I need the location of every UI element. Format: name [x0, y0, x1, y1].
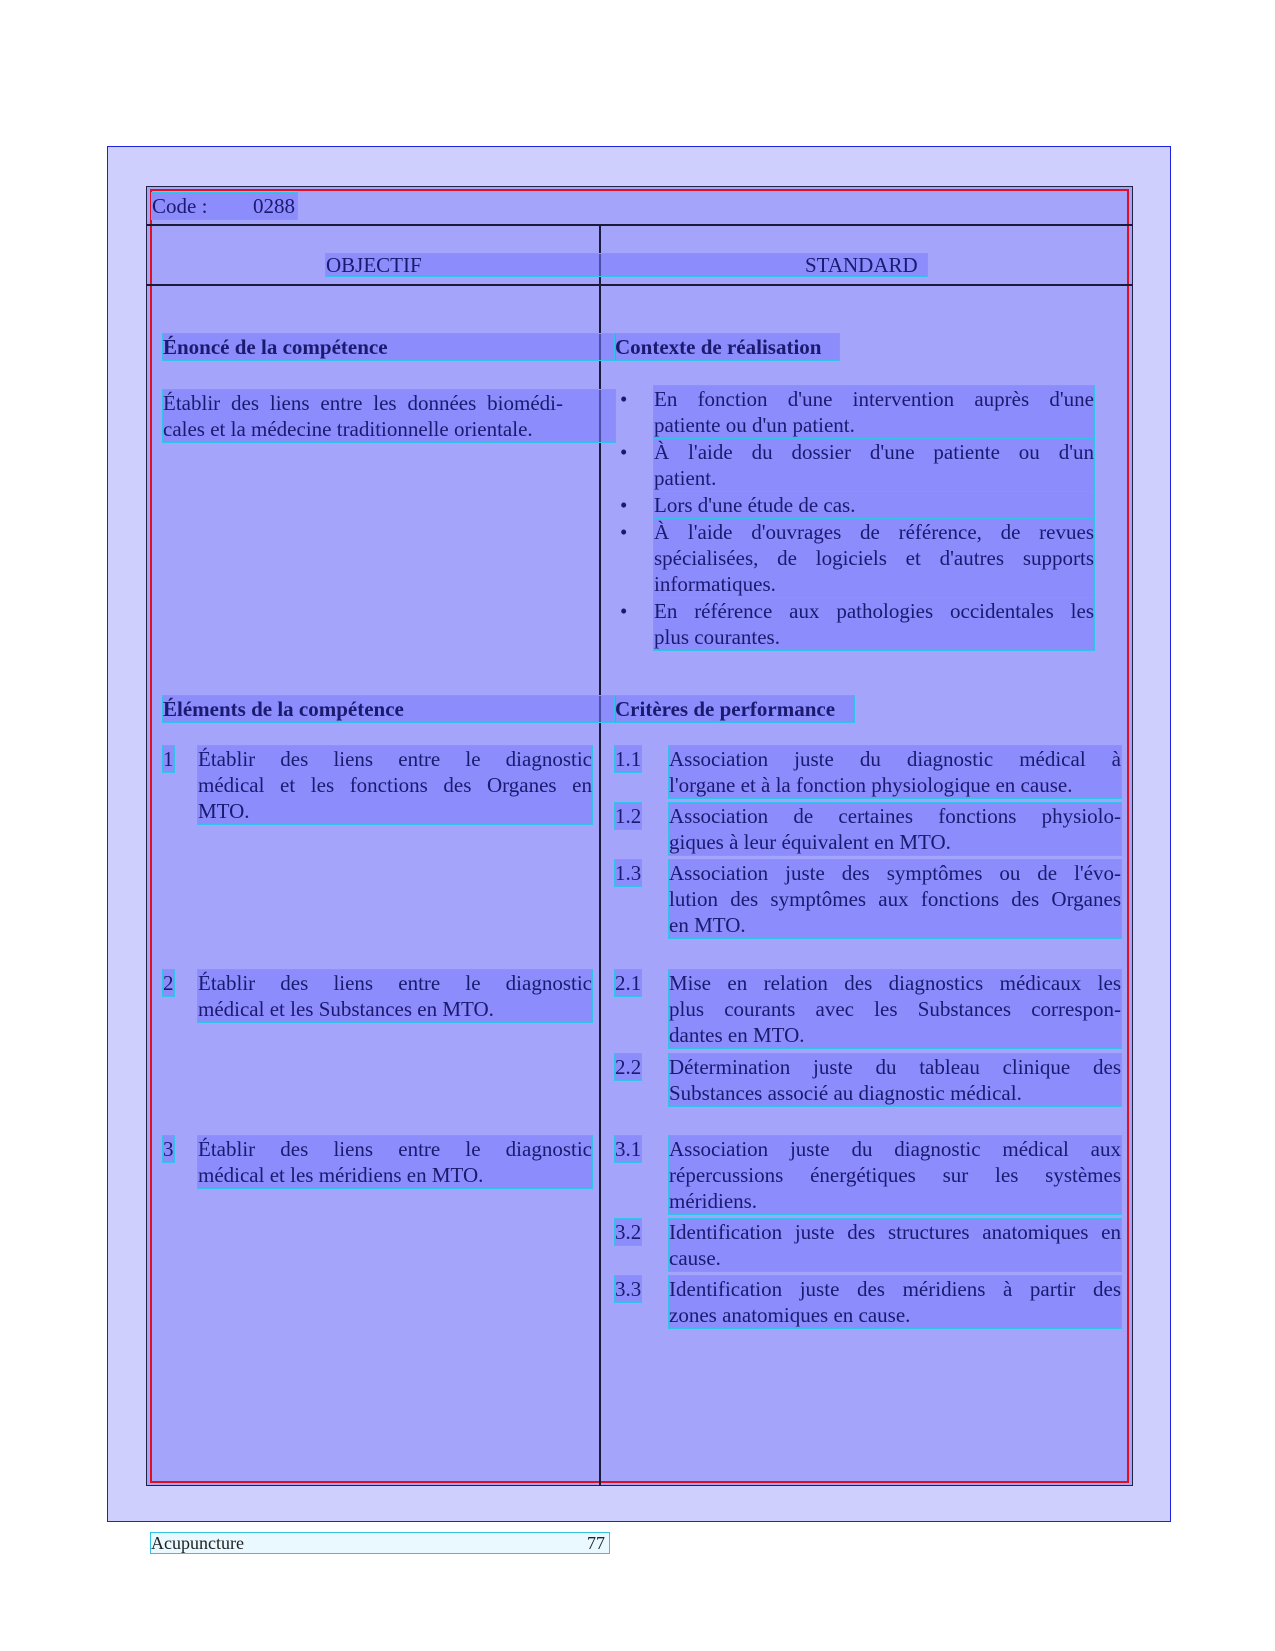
element-item-line: médical et les Substances en MTO. [198, 997, 494, 1021]
column-headers-row [326, 254, 927, 276]
contexte-bullet-line: patient. [654, 466, 717, 490]
contexte-bullet-line: patiente ou d'un patient. [654, 413, 855, 437]
critere-item-line: l'organe et à la fonction physiologique en cause. [669, 773, 1073, 797]
bullet-icon: • [620, 440, 628, 464]
contexte-bullet-line: À l'aide d'ouvrages de référence, de revues [654, 520, 1094, 544]
critere-item-line: cause. [669, 1246, 721, 1270]
critere-item-line: Association juste des symptômes ou de l'évo- [669, 861, 1121, 885]
page-footer [151, 1533, 609, 1553]
critere-item-line: dantes en MTO. [669, 1023, 805, 1047]
bullet-icon: • [620, 520, 628, 544]
contexte-bullet [654, 519, 1094, 597]
contexte-bullet-line: En référence aux pathologies occidentales les [654, 599, 1094, 623]
element-item-line: MTO. [198, 799, 250, 823]
contexte-bullet-line: spécialisées, de logiciels et d'autres supports [654, 546, 1094, 570]
critere-item-line: plus courants avec les Substances correspon- [669, 997, 1121, 1021]
elements-title: Éléments de la compétence [163, 696, 615, 722]
bullet-icon: • [620, 493, 628, 517]
element-item-line: médical et les fonctions des Organes en [198, 773, 592, 797]
enonce-title: Énoncé de la compétence [163, 334, 615, 360]
critere-item [669, 1136, 1121, 1214]
critere-item-line: Association juste du diagnostic médical à [669, 747, 1121, 771]
enonce-line: Établir des liens entre les données biomédi- [163, 391, 563, 415]
element-item [198, 1136, 592, 1188]
contexte-bullet-line: plus courantes. [654, 625, 780, 649]
enonce-text [163, 390, 615, 442]
critere-item-number: 3.1 [615, 1137, 642, 1161]
critere-item-line: Détermination juste du tableau clinique des [669, 1055, 1121, 1079]
header-divider [146, 224, 1133, 226]
critere-item-line: en MTO. [669, 913, 746, 937]
critere-item [669, 970, 1121, 1048]
page-number: 77 [587, 1533, 605, 1553]
code-field [152, 193, 297, 219]
contexte-title: Contexte de réalisation [615, 334, 839, 360]
critere-item-line: Identification juste des méridiens à partir des [669, 1277, 1121, 1301]
contexte-bullet [654, 439, 1094, 491]
critere-item [669, 803, 1121, 855]
criteres-title: Critères de performance [615, 696, 854, 722]
contexte-bullet [654, 386, 1094, 438]
bullet-icon: • [620, 599, 628, 623]
element-item-line: Établir des liens entre le diagnostic [198, 1137, 592, 1161]
element-item [198, 970, 592, 1022]
critere-item [669, 746, 1121, 798]
column-header-objectif: OBJECTIF [326, 253, 422, 277]
contexte-bullet [654, 492, 1094, 518]
element-item [198, 746, 592, 824]
critere-item-line: lution des symptômes aux fonctions des Organes [669, 887, 1121, 911]
critere-item-number: 1.3 [615, 861, 642, 885]
code-value: 0288 [253, 194, 295, 218]
element-item-number: 1 [163, 747, 174, 771]
element-item-number: 3 [163, 1137, 174, 1161]
critere-item-number: 2.2 [615, 1055, 642, 1079]
critere-item-line: zones anatomiques en cause. [669, 1303, 911, 1327]
critere-item [669, 860, 1121, 938]
bullet-icon: • [620, 387, 628, 411]
critere-item [669, 1276, 1121, 1328]
column-header-divider [146, 284, 1133, 286]
contexte-bullet-line: En fonction d'une intervention auprès d'une [654, 387, 1094, 411]
contexte-bullet-line: Lors d'une étude de cas. [654, 493, 856, 517]
critere-item-line: giques à leur équivalent en MTO. [669, 830, 951, 854]
critere-item-line: Association de certaines fonctions physiolo- [669, 804, 1121, 828]
critere-item-line: Mise en relation des diagnostics médicaux les [669, 971, 1121, 995]
critere-item-line: méridiens. [669, 1189, 758, 1213]
critere-item-line: Substances associé au diagnostic médical. [669, 1081, 1022, 1105]
critere-item-number: 1.2 [615, 804, 642, 828]
code-label: Code : [152, 194, 208, 218]
element-item-line: médical et les méridiens en MTO. [198, 1163, 484, 1187]
critere-item-number: 3.3 [615, 1277, 642, 1301]
contexte-bullet-line: À l'aide du dossier d'une patiente ou d'un [654, 440, 1094, 464]
footer-title: Acupuncture [151, 1533, 244, 1553]
critere-item-line: Association juste du diagnostic médical aux [669, 1137, 1121, 1161]
element-item-line: Établir des liens entre le diagnostic [198, 747, 592, 771]
critere-item-line: Identification juste des structures anatomiques en [669, 1220, 1121, 1244]
critere-item-line: répercussions énergétiques sur les systèmes [669, 1163, 1121, 1187]
enonce-line: cales et la médecine traditionnelle orientale. [163, 417, 533, 441]
critere-item [669, 1219, 1121, 1271]
critere-item [669, 1054, 1121, 1106]
element-item-number: 2 [163, 971, 174, 995]
element-item-line: Établir des liens entre le diagnostic [198, 971, 592, 995]
contexte-bullet [654, 598, 1094, 650]
critere-item-number: 1.1 [615, 747, 642, 771]
critere-item-number: 2.1 [615, 971, 642, 995]
column-header-standard: STANDARD [805, 253, 918, 277]
contexte-bullet-line: informatiques. [654, 572, 776, 596]
critere-item-number: 3.2 [615, 1220, 642, 1244]
